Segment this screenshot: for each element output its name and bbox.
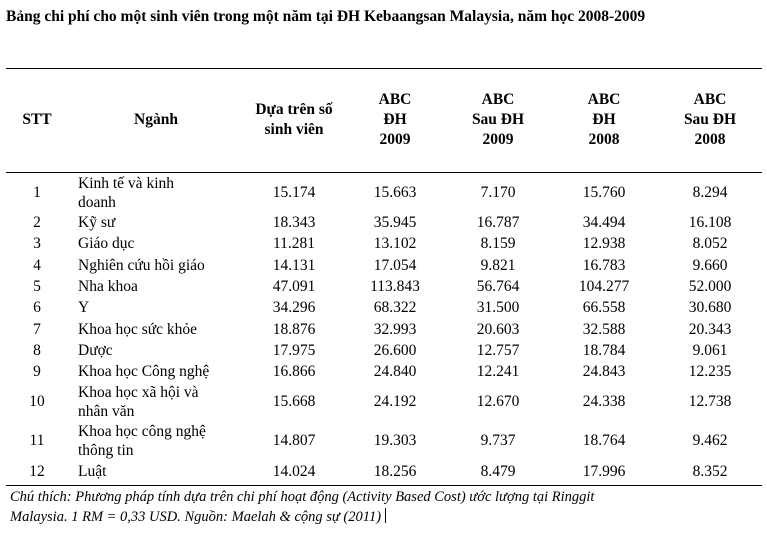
- value-cell: 7.170: [480, 184, 516, 201]
- value-cell: 24.192: [373, 393, 417, 411]
- stt-cell: 12: [29, 462, 45, 480]
- value-cell: 14.024: [272, 462, 316, 480]
- stt-cell: 11: [29, 432, 45, 450]
- value-cell: 18.343: [272, 214, 316, 232]
- value-cell: 20.603: [476, 320, 520, 338]
- value-cell: 15.760: [582, 184, 626, 201]
- table-row: [6, 361, 762, 382]
- value-cell: 12.757: [476, 341, 520, 359]
- column-header-line: Sau ĐH: [683, 111, 737, 128]
- value-cell: 12.738: [688, 393, 732, 411]
- column-header-line: Sau ĐH: [471, 111, 525, 128]
- value-cell: 18.876: [272, 320, 316, 338]
- column-header: [550, 90, 658, 150]
- value-cell: 104.277: [578, 278, 630, 296]
- value-cell: 47.091: [272, 278, 316, 296]
- value-cell: 56.764: [476, 278, 520, 296]
- value-cell: 15.663: [373, 184, 417, 201]
- value-cell: 16.866: [272, 363, 316, 381]
- value-cell: 8.294: [692, 184, 728, 201]
- column-header: [68, 110, 244, 130]
- nganh-line: Luật: [78, 462, 107, 480]
- note-line-1: Chú thích: Phương pháp tính dựa trên chi phí hoạt động (Activity Based Cost) ước lượng tại Ringgit: [10, 489, 595, 505]
- value-cell: 9.821: [480, 256, 516, 274]
- stt-cell: 6: [33, 299, 41, 317]
- column-header: [244, 100, 344, 140]
- table-row: [6, 297, 762, 318]
- value-cell: 16.783: [582, 256, 626, 274]
- value-cell: 68.322: [373, 299, 417, 317]
- stt-cell: 8: [33, 341, 41, 359]
- column-header-line: ABC: [378, 91, 412, 108]
- value-cell: 12.235: [688, 363, 732, 381]
- cost-table: [6, 173, 762, 482]
- column-header-line: ABC: [481, 91, 515, 108]
- table-row: [6, 382, 762, 421]
- nganh-cell: [68, 233, 244, 254]
- nganh-cell: [68, 276, 244, 297]
- value-cell: 113.843: [370, 278, 420, 296]
- value-cell: 9.737: [480, 432, 516, 450]
- nganh-line: Nha khoa: [78, 278, 138, 296]
- value-cell: 15.668: [272, 393, 316, 411]
- nganh-line: Khoa học công nghệ: [78, 422, 206, 440]
- column-header-line: ĐH: [383, 111, 407, 128]
- value-cell: 17.054: [373, 256, 417, 274]
- stt-cell: 7: [33, 320, 41, 338]
- bottom-rule: [6, 485, 762, 486]
- column-header: [6, 110, 68, 130]
- value-cell: 17.996: [582, 462, 626, 480]
- value-cell: 17.975: [272, 341, 316, 359]
- value-cell: 30.680: [688, 299, 732, 317]
- column-header: [658, 90, 762, 150]
- nganh-line: nhân văn: [78, 402, 135, 420]
- stt-cell: 1: [33, 184, 41, 201]
- nganh-cell: [68, 212, 244, 233]
- stt-cell: 3: [33, 235, 41, 253]
- value-cell: 52.000: [688, 278, 732, 296]
- nganh-cell: [68, 173, 244, 212]
- column-header-line: 2009: [379, 131, 411, 148]
- column-header-line: Ngành: [134, 111, 178, 128]
- nganh-line: doanh: [78, 193, 116, 211]
- value-cell: 20.343: [688, 320, 732, 338]
- value-cell: 14.807: [272, 432, 316, 450]
- column-header-line: STT: [22, 111, 52, 128]
- value-cell: 15.174: [272, 184, 316, 201]
- nganh-cell: [68, 340, 244, 361]
- table-row: [6, 173, 762, 212]
- nganh-line: Giáo dục: [78, 235, 135, 253]
- value-cell: 18.784: [582, 341, 626, 359]
- value-cell: 16.787: [476, 214, 520, 232]
- value-cell: 31.500: [476, 299, 520, 317]
- nganh-line: Y: [78, 299, 90, 317]
- value-cell: 13.102: [373, 235, 417, 253]
- table-row: [6, 233, 762, 254]
- value-cell: 16.108: [688, 214, 732, 232]
- column-header-line: sinh viên: [264, 121, 324, 138]
- stt-cell: 10: [29, 393, 45, 411]
- nganh-line: Kinh tế và kinh: [78, 174, 174, 192]
- value-cell: 34.494: [582, 214, 626, 232]
- table-row: [6, 212, 762, 233]
- nganh-line: Dược: [78, 341, 113, 359]
- table-row: [6, 340, 762, 361]
- nganh-line: Khoa học sức khỏe: [78, 320, 198, 338]
- column-header-line: Dựa trên số: [255, 101, 333, 118]
- column-header-line: ABC: [587, 91, 621, 108]
- nganh-line: Khoa học Công nghệ: [78, 363, 210, 381]
- nganh-line: Kỹ sư: [78, 214, 116, 232]
- value-cell: 19.303: [373, 432, 417, 450]
- value-cell: 34.296: [272, 299, 316, 317]
- stt-cell: 9: [33, 363, 41, 381]
- table-row: [6, 460, 762, 481]
- value-cell: 8.159: [480, 235, 516, 253]
- value-cell: 26.600: [373, 341, 417, 359]
- nganh-line: thông tin: [78, 441, 134, 459]
- value-cell: 11.281: [272, 235, 316, 253]
- table-row: [6, 421, 762, 460]
- value-cell: 8.479: [480, 462, 516, 480]
- table-row: [6, 276, 762, 297]
- value-cell: 9.061: [692, 341, 728, 359]
- nganh-cell: [68, 421, 244, 460]
- table-row: [6, 318, 762, 339]
- value-cell: 24.840: [373, 363, 417, 381]
- stt-cell: 5: [33, 278, 41, 296]
- top-rule: [6, 68, 762, 69]
- value-cell: 24.843: [582, 363, 626, 381]
- value-cell: 8.352: [692, 462, 728, 480]
- nganh-cell: [68, 297, 244, 318]
- value-cell: 9.462: [692, 432, 728, 450]
- value-cell: 9.660: [692, 256, 728, 274]
- stt-cell: 2: [33, 214, 41, 232]
- column-header-line: ABC: [693, 91, 727, 108]
- column-header-line: 2008: [588, 131, 620, 148]
- value-cell: 35.945: [373, 214, 417, 232]
- value-cell: 32.993: [373, 320, 417, 338]
- column-header: [446, 90, 550, 150]
- nganh-cell: [68, 460, 244, 481]
- value-cell: 14.131: [272, 256, 316, 274]
- column-header-line: ĐH: [592, 111, 616, 128]
- note-line-2: Malaysia. 1 RM = 0,33 USD. Nguồn: Maelah & cộng sự (2011): [10, 509, 382, 525]
- value-cell: 18.256: [373, 462, 417, 480]
- nganh-cell: [68, 255, 244, 276]
- text-cursor: [385, 508, 386, 523]
- value-cell: 66.558: [582, 299, 626, 317]
- column-header-line: 2008: [694, 131, 726, 148]
- table-note: [10, 487, 762, 527]
- value-cell: 12.670: [476, 393, 520, 411]
- column-header: [344, 90, 446, 150]
- table-row: [6, 255, 762, 276]
- value-cell: 32.588: [582, 320, 626, 338]
- nganh-cell: [68, 361, 244, 382]
- value-cell: 8.052: [692, 235, 728, 253]
- nganh-line: Nghiên cứu hồi giáo: [78, 256, 205, 274]
- nganh-cell: [68, 318, 244, 339]
- value-cell: 12.241: [476, 363, 520, 381]
- value-cell: 24.338: [582, 393, 626, 411]
- table-title: Bảng chi phí cho một sinh viên trong một năm tại ĐH Kebaangsan Malaysia, năm học 2008-2009: [6, 8, 646, 25]
- value-cell: 12.938: [582, 235, 626, 253]
- nganh-cell: [68, 382, 244, 421]
- stt-cell: 4: [33, 256, 41, 274]
- value-cell: 18.764: [582, 432, 626, 450]
- column-header-line: 2009: [482, 131, 514, 148]
- nganh-line: Khoa học xã hội và: [78, 383, 199, 401]
